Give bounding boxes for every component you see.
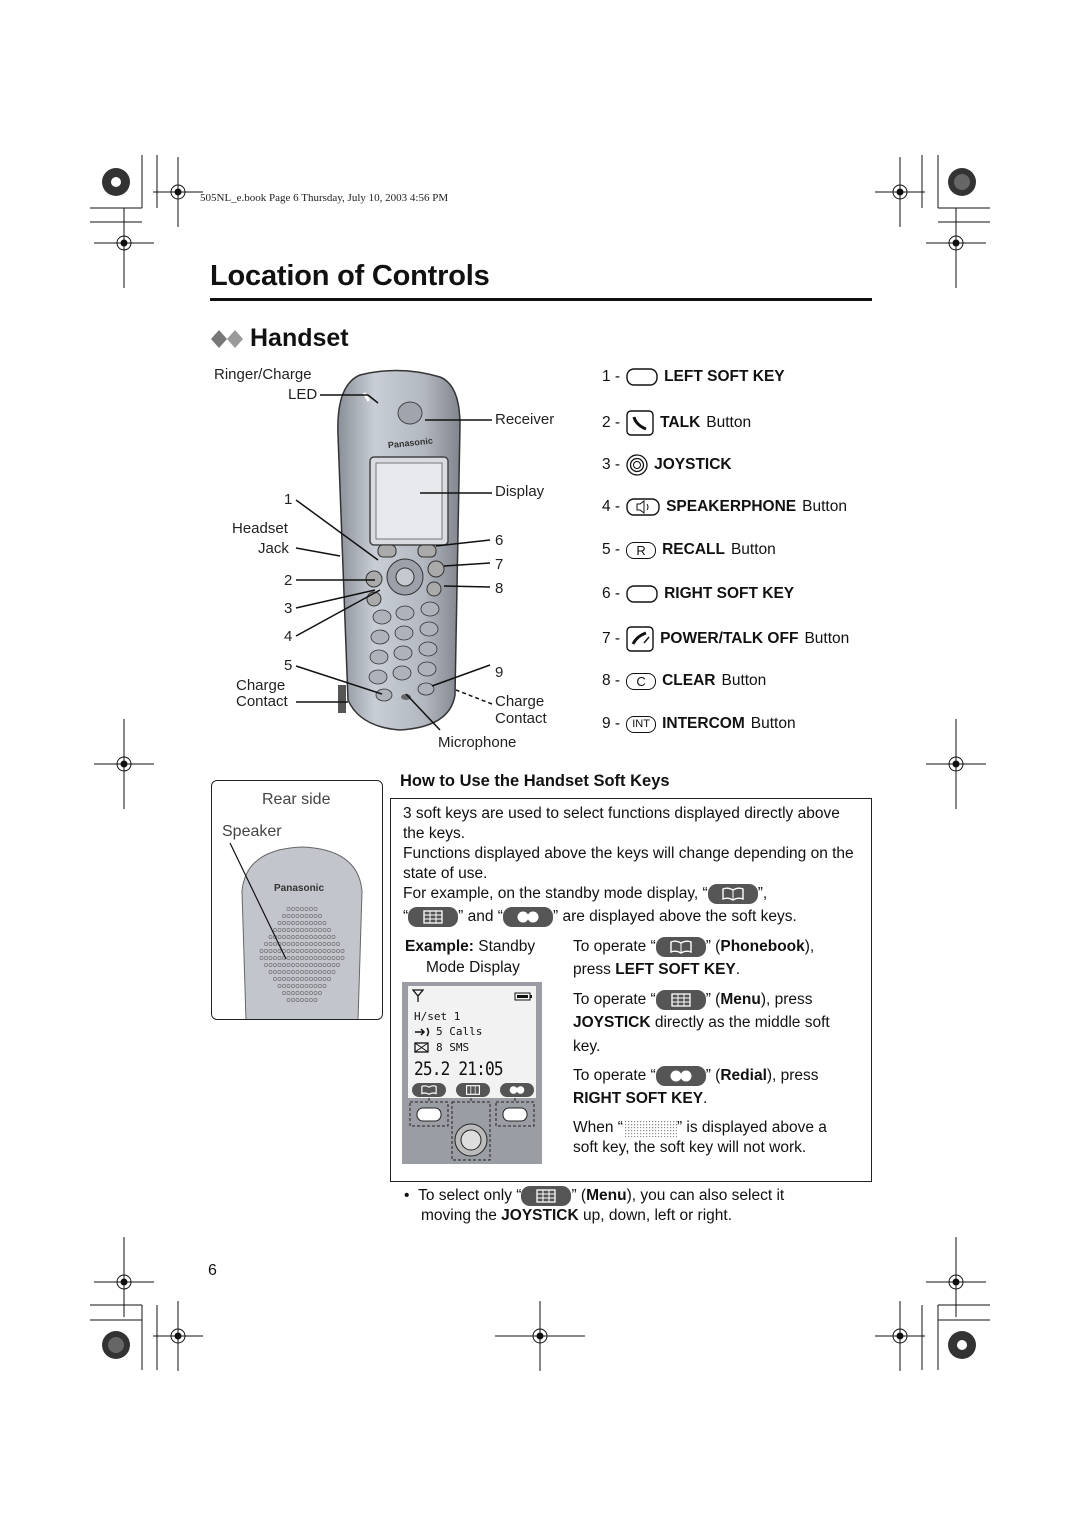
svg-text:Panasonic: Panasonic	[387, 435, 434, 451]
text: ), press	[766, 1067, 819, 1085]
phonebook-icon	[656, 937, 706, 957]
recall-icon: R	[626, 542, 656, 559]
book-header: 505NL_e.book Page 6 Thursday, July 10, 2003 4:56 PM	[200, 192, 449, 204]
sms-envelope-icon	[414, 1042, 429, 1053]
control-number: 9 -	[602, 715, 621, 732]
lcd-screen	[408, 986, 536, 1082]
control-number: 3 -	[602, 456, 621, 473]
speakerphone-icon	[626, 498, 660, 516]
control-name: RIGHT SOFT KEY	[664, 585, 795, 602]
bullet: •	[404, 1187, 410, 1205]
text: press	[573, 961, 611, 978]
text: ” and “	[458, 908, 503, 926]
label-num-5: 5	[284, 657, 293, 674]
standby-display-example	[402, 982, 542, 1164]
missed-call-icon	[414, 1027, 430, 1037]
text: Redial	[720, 1067, 767, 1085]
label-num-9: 9	[495, 664, 504, 681]
control-suffix: Button	[750, 715, 796, 732]
text: To operate “	[573, 991, 656, 1009]
left-soft-key-icon	[626, 368, 658, 386]
title-rule	[210, 298, 872, 301]
control-number: 7 -	[602, 630, 621, 647]
text: Menu	[586, 1187, 627, 1205]
control-suffix: Button	[706, 414, 752, 431]
text: To operate “	[573, 1067, 656, 1085]
control-suffix: Button	[721, 672, 767, 689]
op-phonebook-line1	[573, 937, 814, 957]
control-number: 6 -	[602, 585, 621, 602]
control-5	[602, 541, 776, 559]
right-soft-key-icon	[626, 585, 658, 603]
label-microphone: Microphone	[438, 734, 517, 751]
softkeys-para-1: 3 soft keys are used to select functions displayed directly above the keys.	[403, 805, 840, 842]
redial-icon	[656, 1066, 706, 1086]
control-8	[602, 672, 766, 690]
text: To operate “	[573, 938, 656, 956]
text: ),	[804, 938, 815, 956]
lcd-clock: 25.2 21:05	[414, 1058, 503, 1080]
text: ” (	[571, 1187, 587, 1205]
control-number: 2 -	[602, 414, 621, 431]
text: ” (	[705, 991, 721, 1009]
label-charge-left: Charge	[236, 677, 286, 694]
menu-icon	[521, 1186, 571, 1206]
menu-icon	[656, 990, 706, 1010]
text: ), press	[760, 991, 813, 1009]
svg-text:Panasonic: Panasonic	[274, 883, 325, 894]
text: ” are displayed above the soft keys.	[552, 908, 797, 926]
control-suffix: Button	[730, 541, 776, 558]
op-redial-line1	[573, 1066, 819, 1086]
label-contact-left: Contact	[236, 693, 288, 710]
lcd-phonebook-icon	[412, 1083, 446, 1097]
control-6	[602, 585, 794, 603]
talk-icon	[626, 410, 654, 436]
control-name: LEFT SOFT KEY	[664, 368, 785, 385]
control-name: SPEAKERPHONE	[666, 498, 797, 515]
section-heading	[210, 324, 349, 353]
page-number: 6	[208, 1262, 217, 1279]
control-name: INTERCOM	[662, 715, 745, 732]
op-disabled-line1	[573, 1118, 827, 1138]
lcd-line-2: 5 Calls	[436, 1025, 483, 1038]
label-charge-right: Charge	[495, 693, 545, 710]
text: Menu	[720, 991, 761, 1009]
text: ” is displayed above a	[676, 1119, 827, 1136]
control-name: RECALL	[662, 541, 725, 558]
text: To select only “	[418, 1187, 522, 1205]
softkeys-para-2: Functions displayed above the keys will change depending on the state of use.	[403, 845, 854, 882]
text: .	[703, 1090, 708, 1107]
control-7	[602, 626, 849, 652]
rear-speaker-label: Speaker	[222, 823, 282, 840]
text: ” (	[705, 1067, 721, 1085]
label-led: LED	[288, 386, 318, 403]
control-number: 8 -	[602, 672, 621, 689]
text: For example, on the standby mode display, “	[403, 885, 708, 903]
control-2	[602, 410, 751, 436]
example-label	[405, 937, 535, 957]
control-9	[602, 715, 796, 733]
rear-title: Rear side	[262, 791, 331, 808]
lcd-menu-icon	[456, 1083, 490, 1097]
op-phonebook-line2	[573, 960, 740, 980]
text: ”,	[757, 885, 768, 903]
softkeys-heading: How to Use the Handset Soft Keys	[400, 772, 670, 790]
lcd-line-3: 8 SMS	[436, 1041, 470, 1054]
power-talk-off-icon	[626, 626, 654, 652]
control-name: TALK	[660, 414, 701, 431]
note-line-2	[421, 1206, 732, 1226]
text: directly as the middle soft	[654, 1014, 830, 1031]
redial-icon	[503, 907, 553, 927]
text: Standby	[478, 938, 536, 955]
phonebook-icon	[708, 884, 758, 904]
op-menu-line3: key.	[573, 1038, 601, 1055]
control-number: 4 -	[602, 498, 621, 515]
text: up, down, left or right.	[582, 1207, 733, 1224]
text: When “	[573, 1119, 623, 1136]
lcd-redial-icon	[500, 1083, 534, 1097]
signal-icon	[412, 989, 424, 1003]
lcd-keys-illustration	[402, 1098, 542, 1164]
text: JOYSTICK	[501, 1207, 579, 1224]
label-num-4: 4	[284, 628, 293, 645]
diamond-bullet-icon	[210, 328, 246, 350]
label-display: Display	[495, 483, 545, 500]
control-name: POWER/TALK OFF	[660, 630, 799, 647]
text: JOYSTICK	[573, 1014, 651, 1031]
text: Phonebook	[720, 938, 805, 956]
softkeys-para-3	[403, 884, 767, 904]
text: ), you can also select it	[626, 1187, 785, 1205]
control-3	[602, 454, 732, 476]
note-line-1	[404, 1186, 784, 1206]
control-suffix: Button	[802, 498, 847, 515]
rear-side-panel	[211, 780, 383, 1020]
lcd-softkey-row	[408, 1082, 536, 1098]
text: .	[735, 961, 741, 978]
clear-icon: C	[626, 673, 656, 690]
control-1	[602, 368, 785, 386]
joystick-icon	[626, 454, 648, 476]
control-suffix: Button	[804, 630, 850, 647]
op-redial-line2	[573, 1089, 707, 1109]
op-menu-line1	[573, 990, 813, 1010]
dotted-blank-icon	[623, 1119, 677, 1137]
example-label-line2: Mode Display	[426, 959, 520, 976]
control-4	[602, 498, 847, 516]
lcd-line-1: H/set 1	[414, 1010, 461, 1023]
text: LEFT SOFT KEY	[615, 961, 736, 978]
text: RIGHT SOFT KEY	[573, 1090, 704, 1107]
control-name: CLEAR	[662, 672, 716, 689]
label-jack: Jack	[258, 540, 289, 557]
intercom-icon: INT	[626, 716, 656, 733]
label-num-2: 2	[284, 572, 293, 589]
control-number: 1 -	[602, 368, 621, 385]
label-headset: Headset	[232, 520, 288, 537]
rear-handset-illustration	[212, 781, 383, 1020]
softkeys-para-4	[403, 907, 797, 927]
text: Example:	[405, 938, 474, 955]
label-ringer-charge: Ringer/Charge	[214, 366, 312, 383]
battery-icon	[514, 992, 532, 1001]
label-num-8: 8	[495, 580, 504, 597]
label-contact-right: Contact	[495, 710, 547, 727]
label-num-6: 6	[495, 532, 504, 549]
op-menu-line2	[573, 1013, 830, 1033]
page-title: Location of Controls	[210, 260, 490, 292]
text: moving the	[421, 1207, 497, 1224]
text: ” (	[705, 938, 721, 956]
label-num-3: 3	[284, 600, 293, 617]
section-title: Handset	[250, 324, 349, 352]
control-name: JOYSTICK	[654, 456, 732, 473]
text: “	[403, 908, 409, 926]
label-num-7: 7	[495, 556, 504, 573]
op-disabled-line2: soft key, the soft key will not work.	[573, 1139, 807, 1156]
control-number: 5 -	[602, 541, 621, 558]
menu-icon	[408, 907, 458, 927]
label-num-1: 1	[284, 491, 293, 508]
label-receiver: Receiver	[495, 411, 555, 428]
